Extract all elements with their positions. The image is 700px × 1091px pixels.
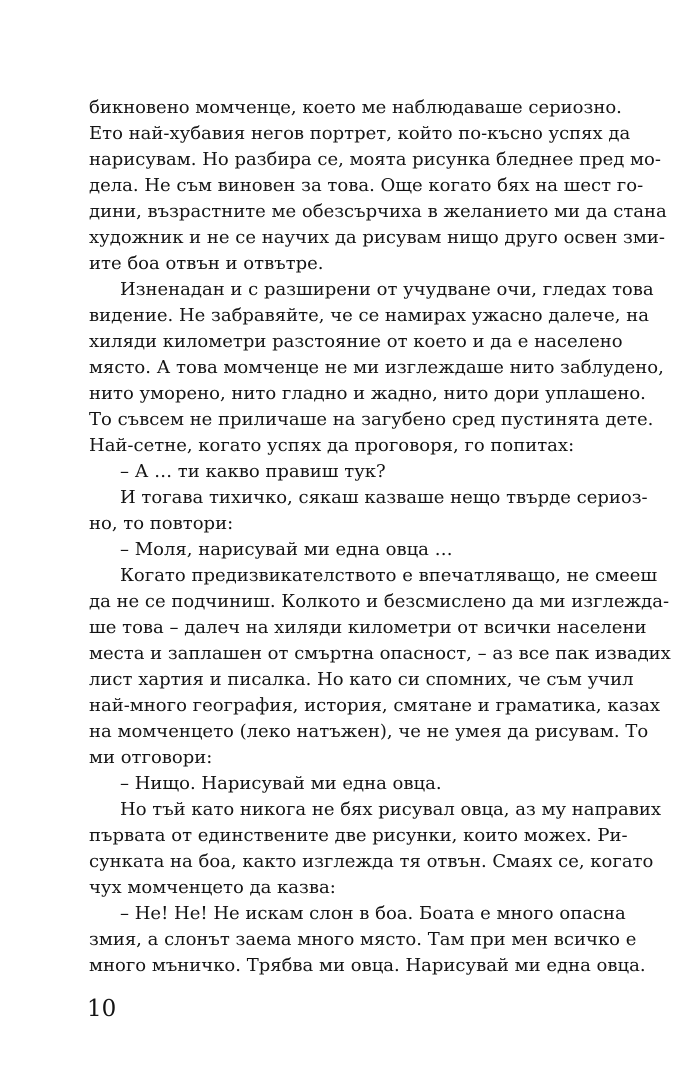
text-line: Но тъй като никога не бях рисувал овца, аз му направих — [120, 799, 662, 820]
text-line: сунката на боа, както изглежда тя отвън. Смаях се, когато — [89, 851, 654, 872]
text-line: места и заплашен от смъртна опасност, – аз все пак извадих — [89, 643, 671, 664]
text-line: ите боа отвън и отвътре. — [89, 253, 324, 274]
text-line: Най-сетне, когато успях да проговоря, го попитах: — [89, 435, 575, 456]
text-line: много мъничко. Трябва ми овца. Нарисувай ми една овца. — [89, 955, 646, 976]
text-line: – А … ти какво правиш тук? — [120, 461, 386, 482]
text-line: на момченцето (леко натъжен), че не умея да рисувам. То — [89, 721, 649, 742]
text-line: – Не! Не! Не искам слон в боа. Боата е много опасна — [120, 903, 626, 924]
text-line: но, то повтори: — [89, 513, 234, 534]
text-line: дини, възрастните ме обезсърчиха в желанието ми да стана — [89, 201, 667, 222]
text-line: ше това – далеч на хиляди километри от всички населени — [89, 617, 647, 638]
text-line: – Моля, нарисувай ми една овца … — [120, 539, 453, 560]
text-line: И тогава тихичко, сякаш казваше нещо твърде сериоз- — [120, 487, 648, 508]
text-line: змия, а слонът заема много място. Там при мен всичко е — [89, 929, 637, 950]
text-line: чух момченцето да казва: — [89, 877, 336, 898]
text-line: То съвсем не приличаше на загубено сред пустинята дете. — [89, 409, 654, 430]
text-line: лист хартия и писалка. Но като си спомних, че съм учил — [89, 669, 634, 690]
text-line: Когато предизвикателството е впечатляващо, не смееш — [120, 565, 658, 586]
text-line: първата от единствените две рисунки, които можех. Ри- — [89, 825, 628, 846]
text-line: нито уморено, нито гладно и жадно, нито дори уплашено. — [89, 383, 646, 404]
text-line: нарисувам. Но разбира се, моята рисунка бледнее пред мо- — [89, 149, 661, 170]
text-line: хиляди километри разстояние от което и да е населено — [89, 331, 623, 352]
text-line: – Нищо. Нарисувай ми една овца. — [120, 773, 442, 794]
text-line: дела. Не съм виновен за това. Още когато бях на шест го- — [89, 175, 644, 196]
text-line: Ето най-хубавия негов портрет, който по-късно успях да — [89, 123, 631, 144]
text-line: ми отговори: — [89, 747, 213, 768]
text-line: да не се подчиниш. Колкото и безсмислено да ми изглежда- — [89, 591, 670, 612]
text-line: Изненадан и с разширени от учудване очи, гледах това — [120, 279, 654, 300]
text-line: бикновено момченце, което ме наблюдаваше сериозно. — [89, 97, 622, 118]
text-line: художник и не се научих да рисувам нищо друго освен зми- — [89, 227, 665, 248]
text-line: място. А това момченце не ми изглеждаше нито заблудено, — [89, 357, 664, 378]
text-line: най-много география, история, смятане и граматика, казах — [89, 695, 661, 716]
text-line: видение. Не забравяйте, че се намирах ужасно далече, на — [89, 305, 649, 326]
page-number: 10 — [87, 996, 117, 1022]
